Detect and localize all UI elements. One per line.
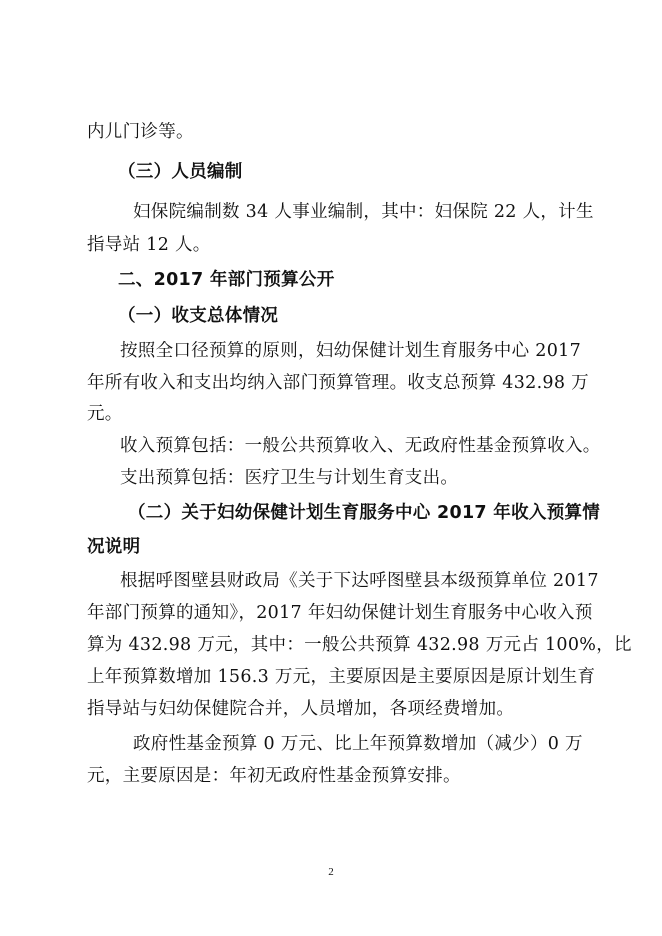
section-heading-budget: 二、2017 年部门预算公开 (118, 270, 335, 290)
paragraph-line: 指导站与妇幼保健院合并，人员增加，各项经费增加。 (87, 699, 515, 719)
subsection-heading-revenue-cont: 况说明 (87, 537, 141, 557)
paragraph-line: 内儿门诊等。 (87, 122, 194, 142)
paragraph-line: 年部门预算的通知》，2017 年妇幼保健计划生育服务中心收入预 (87, 603, 593, 623)
section-heading-staffing: （三）人员编制 (118, 162, 243, 182)
paragraph-line: 指导站 12 人。 (87, 235, 211, 255)
paragraph-line: 算为 432.98 万元，其中：一般公共预算 432.98 万元占 100%，比 (87, 635, 632, 655)
subsection-heading-overview: （一）收支总体情况 (118, 306, 279, 326)
paragraph-line: 上年预算数增加 156.3 万元，主要原因是主要原因是原计划生育 (87, 667, 596, 687)
paragraph-line: 年所有收入和支出均纳入部门预算管理。收支总预算 432.98 万 (87, 373, 589, 393)
paragraph-line: 支出预算包括：医疗卫生与计划生育支出。 (120, 468, 459, 488)
paragraph-line: 元，主要原因是：年初无政府性基金预算安排。 (87, 766, 461, 786)
paragraph-line: 按照全口径预算的原则，妇幼保健计划生育服务中心 2017 (120, 341, 581, 361)
paragraph-line: 元。 (87, 404, 123, 424)
paragraph-line: 妇保院编制数 34 人事业编制，其中：妇保院 22 人，计生 (133, 202, 594, 222)
paragraph-line: 根据呼图壁县财政局《关于下达呼图壁县本级预算单位 2017 (120, 571, 599, 591)
paragraph-line: 政府性基金预算 0 万元、比上年预算数增加（减少）0 万 (133, 734, 583, 754)
subsection-heading-revenue: （二）关于妇幼保健计划生育服务中心 2017 年收入预算情 (128, 503, 601, 523)
paragraph-line: 收入预算包括：一般公共预算收入、无政府性基金预算收入。 (120, 436, 601, 456)
page-number: 2 (328, 866, 334, 878)
